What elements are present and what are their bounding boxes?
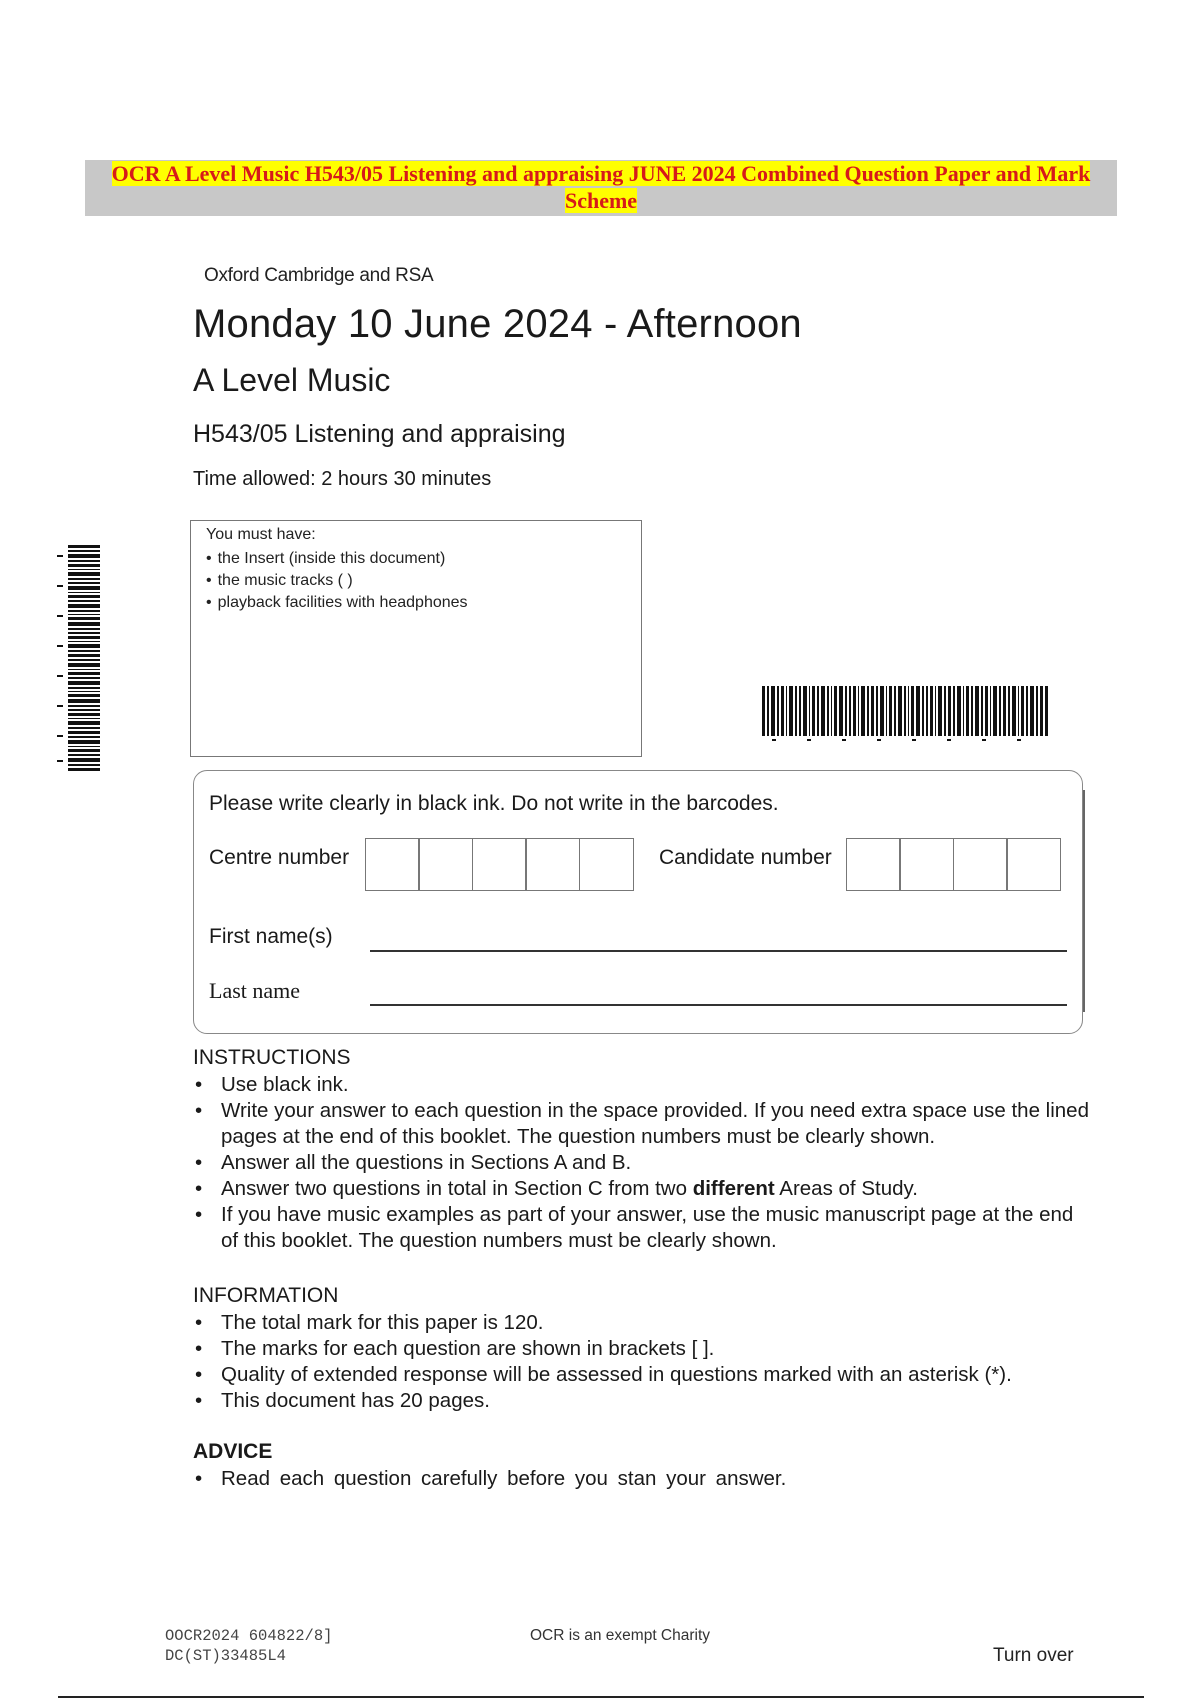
emphasis-text: different: [692, 1177, 775, 1200]
horizontal-barcode-icon: [762, 686, 1048, 744]
list-item: • Answer all the questions in Sections A and B.: [193, 1150, 1093, 1176]
footer-code-line: DC(ST)33485L4: [165, 1647, 286, 1665]
advice-list: [193, 1466, 1093, 1492]
organisation-name: Oxford Cambridge and RSA: [204, 265, 434, 286]
footer-rule: [58, 1696, 1144, 1698]
banner-title: [85, 160, 1117, 214]
list-item-text: Areas of Study.: [774, 1177, 918, 1200]
must-have-title: You must have:: [206, 526, 316, 543]
centre-number-boxes: [366, 838, 634, 891]
centre-number-box-4[interactable]: [525, 838, 580, 891]
vertical-barcode-icon: [56, 545, 100, 773]
candidate-number-label: Candidate number: [659, 846, 832, 869]
last-name-field[interactable]: [370, 1004, 1067, 1006]
list-item: • Write your answer to each question in the space provided. If you need extra space use the lined pages at the end of this booklet. The question numbers must be clearly shown.: [193, 1098, 1093, 1150]
candidate-number-box-1[interactable]: [846, 838, 901, 891]
instructions-list: [193, 1072, 1093, 1254]
paper-title: H543/05 Listening and appraising: [193, 420, 566, 448]
list-item: • Quality of extended response will be assessed in questions marked with an asterisk (*).: [193, 1362, 1093, 1388]
list-item: • the music tracks ( ): [206, 570, 468, 592]
list-item: • The marks for each question are shown in brackets [ ].: [193, 1336, 1093, 1362]
candidate-number-box-4[interactable]: [1006, 838, 1061, 891]
list-item: • playback facilities with headphones: [206, 592, 468, 614]
list-item: [193, 1176, 1093, 1202]
banner-title-text: OCR A Level Music H543/05 Listening and appraising JUNE 2024 Combined Question Paper and Mark Scheme: [111, 161, 1091, 213]
centre-number-box-1[interactable]: [365, 838, 420, 891]
list-item: • This document has 20 pages.: [193, 1388, 1093, 1414]
information-heading: INFORMATION: [193, 1284, 339, 1307]
candidate-number-boxes: [847, 838, 1061, 891]
footer-code-line: OOCR2024 604822/8]: [165, 1627, 333, 1645]
first-name-field[interactable]: [370, 950, 1067, 952]
time-allowed: Time allowed: 2 hours 30 minutes: [193, 468, 492, 490]
candidate-number-box-2[interactable]: [899, 838, 954, 891]
list-item: • Read each question carefully before you stan your answer.: [193, 1466, 1093, 1492]
exam-date: Monday 10 June 2024 - Afternoon: [193, 302, 802, 346]
panel-edge: [1083, 790, 1085, 1012]
write-clearly-instruction: Please write clearly in black ink. Do not write in the barcodes.: [209, 792, 779, 815]
first-name-label: First name(s): [209, 925, 333, 948]
list-item: • the Insert (inside this document): [206, 548, 468, 570]
candidate-number-box-3[interactable]: [953, 838, 1008, 891]
footer-codes: [165, 1626, 332, 1666]
turn-over-label: Turn over: [993, 1645, 1074, 1666]
instructions-heading: INSTRUCTIONS: [193, 1046, 351, 1069]
subject-title: A Level Music: [193, 362, 391, 398]
charity-notice: OCR is an exempt Charity: [530, 1627, 711, 1644]
centre-number-label: Centre number: [209, 846, 350, 869]
centre-number-box-5[interactable]: [579, 838, 634, 891]
list-item: • The total mark for this paper is 120.: [193, 1310, 1093, 1336]
list-item: • If you have music examples as part of your answer, use the music manuscript page at the end of this booklet. The question numbers must be clearly shown.: [193, 1202, 1093, 1254]
last-name-label: Last name: [209, 978, 301, 1003]
advice-heading: ADVICE: [193, 1440, 273, 1463]
information-list: [193, 1310, 1093, 1414]
must-have-list: [206, 548, 468, 614]
centre-number-box-2[interactable]: [418, 838, 473, 891]
list-item: • Use black ink.: [193, 1072, 1093, 1098]
centre-number-box-3[interactable]: [472, 838, 527, 891]
list-item-text: Answer two questions in total in Section C from two: [221, 1177, 693, 1200]
